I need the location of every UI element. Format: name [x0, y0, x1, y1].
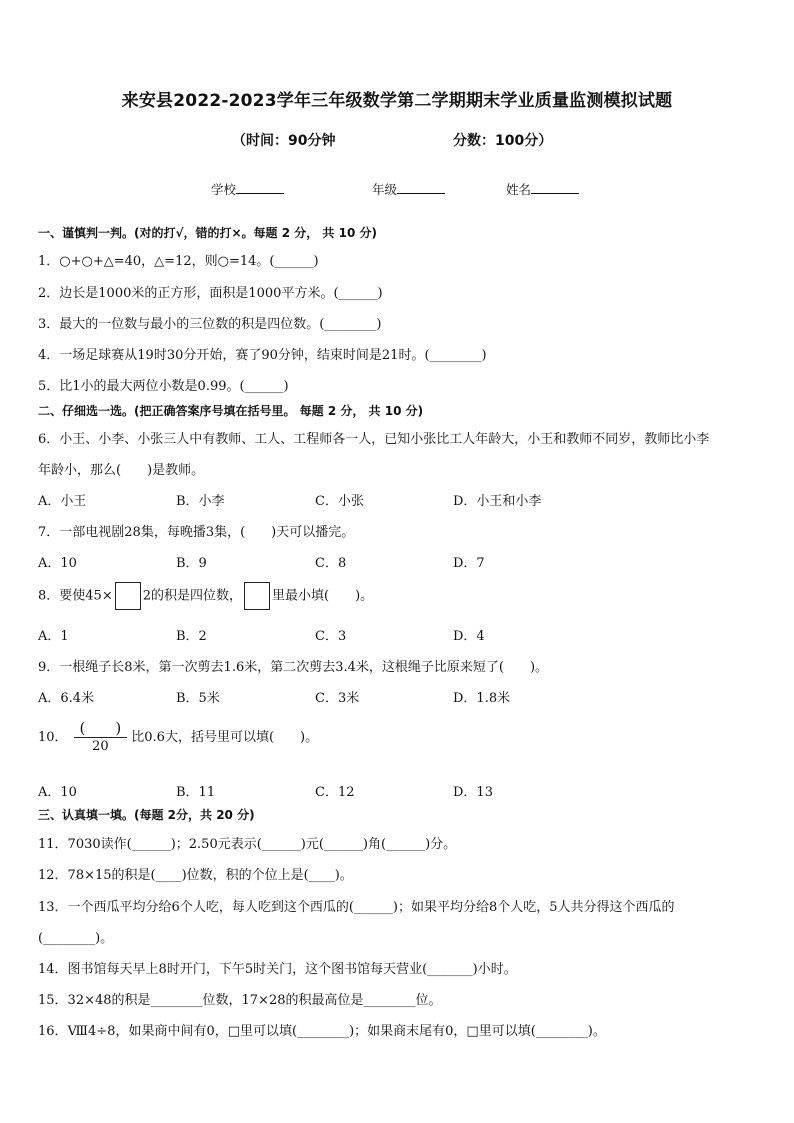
grade-field	[372, 180, 445, 198]
question-6-line-2: 年龄小，那么( )是教师。	[38, 463, 205, 478]
school-label: 学校	[211, 182, 237, 197]
q8-part-2: 2的积是四位数，	[142, 588, 242, 604]
question-12: 12．78×15的积是(____)位数，积的个位上是(____)。	[38, 868, 353, 883]
question-8	[38, 582, 373, 610]
question-11: 11．7030读作(______)；2.50元表示(______)元(______)角(______)分。	[38, 837, 457, 852]
q8-option-a: A．1	[38, 629, 69, 644]
exam-time: （时间：90分钟	[232, 133, 336, 149]
question-9: 9．一根绳子长8米，第一次剪去1.6米，第二次剪去3.4米，这根绳子比原来短了( )。	[38, 660, 549, 675]
question-4: 4．一场足球赛从19时30分开始，赛了90分钟，结束时间是21时。(________)	[38, 348, 487, 363]
q10-fraction	[74, 719, 128, 756]
q8-option-d: D．4	[453, 629, 485, 644]
q10-prefix: 10．	[38, 730, 68, 745]
q9-option-c: C．3米	[315, 691, 360, 706]
section-3-heading: 三、认真填一填。(每题 2分，共 20 分)	[38, 808, 255, 822]
question-7: 7．一部电视剧28集，每晚播3集，( )天可以播完。	[38, 525, 355, 540]
question-13-line-1: 13．一个西瓜平均分给6个人吃，每人吃到这个西瓜的(______)；如果平均分给8个人吃，5人共分得这个西瓜的	[38, 900, 675, 915]
q10-option-a: A．10	[38, 785, 77, 800]
q6-option-b: B．小李	[176, 494, 225, 509]
q10-suffix: 比0.6大，括号里可以填( )。	[131, 730, 319, 745]
q6-option-a: A．小王	[38, 494, 87, 509]
question-3: 3．最大的一位数与最小的三位数的积是四位数。(________)	[38, 317, 382, 332]
q7-option-a: A．10	[38, 556, 77, 571]
question-13-line-2: (________)。	[38, 931, 114, 946]
question-15: 15．32×48的积是________位数，17×28的积最高位是________位。	[38, 993, 442, 1008]
school-field	[211, 180, 284, 198]
q8-option-c: C．3	[315, 629, 347, 644]
exam-title: 来安县2022-2023学年三年级数学第二学期期末学业质量监测模拟试题	[121, 91, 673, 111]
q7-option-b: B．9	[176, 556, 207, 571]
q9-option-a: A．6.4米	[38, 691, 95, 706]
question-10	[38, 719, 318, 756]
section-1-heading: 一、谨慎判一判。(对的打√，错的打×。每题 2 分， 共 10 分)	[38, 226, 377, 240]
q6-option-d: D．小王和小李	[453, 494, 542, 509]
question-1: 1．○+○+△=40，△=12，则○=14。(______)	[38, 254, 319, 269]
q10-option-c: C．12	[315, 785, 355, 800]
name-blank	[531, 181, 579, 194]
question-5: 5．比1小的最大两位小数是0.99。(______)	[38, 379, 289, 394]
q8-part-3: 里最小填( )。	[272, 588, 374, 604]
q6-option-c: C．小张	[315, 494, 364, 509]
q9-option-b: B．5米	[176, 691, 220, 706]
q8-part-1: 8．要使45×	[38, 588, 113, 604]
section-2-heading: 二、仔细选一选。(把正确答案序号填在括号里。 每题 2 分， 共 10 分)	[38, 404, 424, 418]
question-2: 2．边长是1000米的正方形，面积是1000平方米。(______)	[38, 286, 383, 301]
q9-option-d: D．1.8米	[453, 691, 511, 706]
question-14: 14．图书馆每天早上8时开门，下午5时关门，这个图书馆每天营业(_______)小时。	[38, 962, 517, 977]
q7-option-d: D．7	[453, 556, 485, 571]
name-label: 姓名	[506, 182, 532, 197]
q7-option-c: C．8	[315, 556, 347, 571]
question-6-line-1: 6．小王、小李、小张三人中有教师、工人、工程师各一人，已知小张比工人年龄大，小王和教师不同岁，教师比小李	[38, 432, 710, 447]
grade-label: 年级	[372, 182, 398, 197]
question-16: 16．Ⅷ4÷8，如果商中间有0，□里可以填(________)；如果商末尾有0，□里可以填(________)。	[38, 1024, 606, 1039]
q10-option-b: B．11	[176, 785, 216, 800]
q8-blank-box-1	[115, 582, 141, 610]
school-blank	[236, 181, 284, 194]
q10-option-d: D．13	[453, 785, 493, 800]
q8-blank-box-2	[244, 582, 270, 610]
name-field	[506, 180, 579, 198]
q8-option-b: B．2	[176, 629, 207, 644]
q10-denominator: 20	[92, 739, 109, 754]
exam-score: 分数：100分）	[453, 133, 553, 149]
q10-numerator: ( )	[74, 719, 128, 738]
grade-blank	[397, 181, 445, 194]
